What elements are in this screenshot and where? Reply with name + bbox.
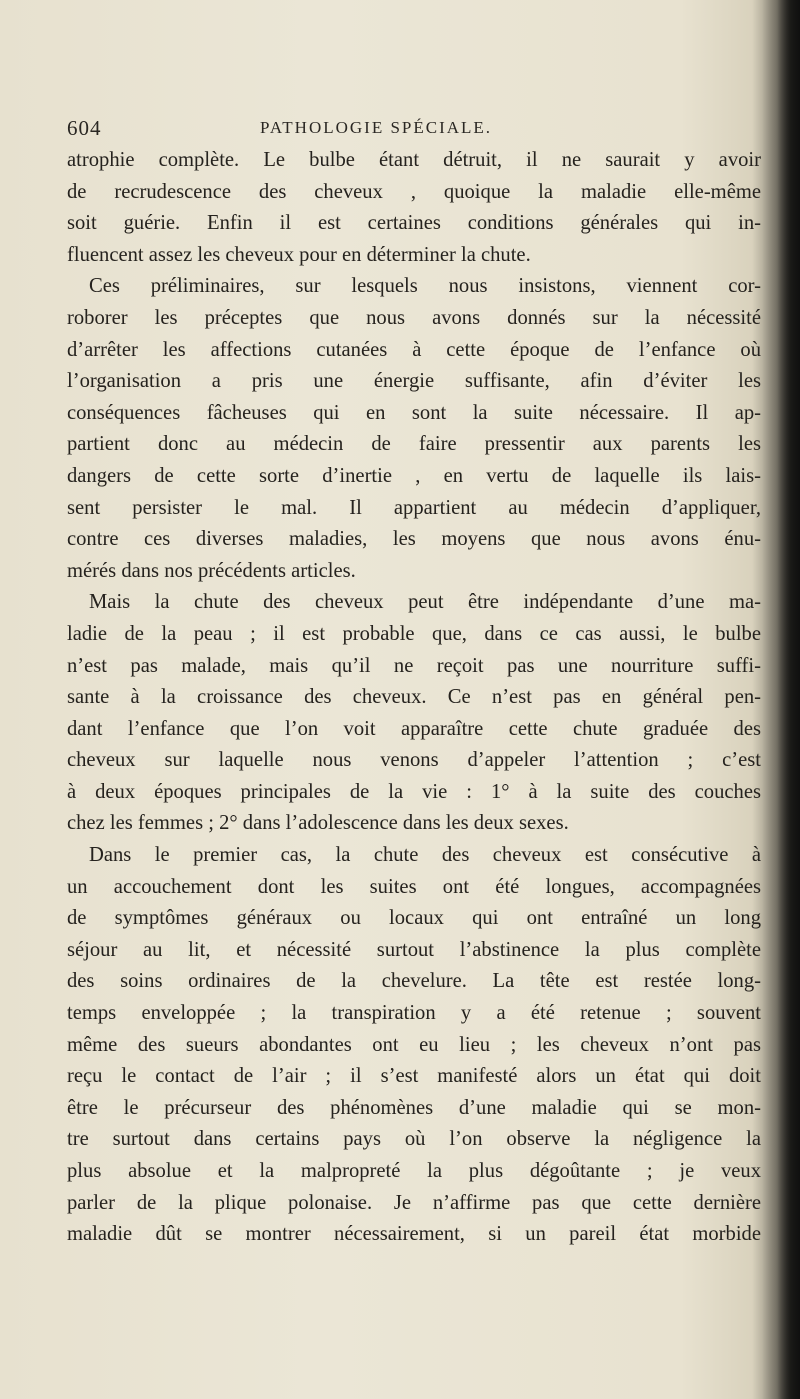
- text-line: maladie dût se montrer nécessairement, si un pareil état morbide: [67, 1223, 761, 1246]
- text-line: être le précurseur des phénomènes d’une maladie qui se mon-: [67, 1096, 761, 1119]
- text-line: ladie de la peau ; il est probable que, dans ce cas aussi, le bulbe: [67, 622, 761, 645]
- text-line: même des sueurs abondantes ont eu lieu ; les cheveux n’ont pas: [67, 1033, 761, 1056]
- text-line: soit guérie. Enfin il est certaines conditions générales qui in-: [67, 212, 761, 235]
- text-line: Mais la chute des cheveux peut être indépendante d’une ma-: [89, 591, 761, 614]
- text-line: Dans le premier cas, la chute des cheveux est consécutive à: [89, 844, 761, 867]
- text-line: conséquences fâcheuses qui en sont la suite nécessaire. Il ap-: [67, 401, 761, 424]
- text-line: contre ces diverses maladies, les moyens que nous avons énu-: [67, 528, 761, 551]
- text-line: parler de la plique polonaise. Je n’affirme pas que cette dernière: [67, 1191, 761, 1214]
- page-header: [67, 116, 767, 142]
- text-line: dangers de cette sorte d’inertie , en vertu de laquelle ils lais-: [67, 464, 761, 487]
- text-line: à deux époques principales de la vie : 1° à la suite des couches: [67, 780, 761, 803]
- text-line: l’organisation a pris une énergie suffisante, afin d’éviter les: [67, 370, 761, 393]
- text-line: n’est pas malade, mais qu’il ne reçoit pas une nourriture suffi-: [67, 654, 761, 677]
- text-line: roborer les préceptes que nous avons donnés sur la nécessité: [67, 306, 761, 329]
- text-line: temps enveloppée ; la transpiration y a été retenue ; souvent: [67, 1002, 761, 1025]
- text-line: fluencent assez les cheveux pour en déterminer la chute.: [67, 243, 531, 266]
- text-line: reçu le contact de l’air ; il s’est manifesté alors un état qui doit: [67, 1065, 761, 1088]
- text-line: des soins ordinaires de la chevelure. La tête est restée long-: [67, 970, 761, 993]
- text-line: de symptômes généraux ou locaux qui ont entraîné un long: [67, 907, 761, 930]
- body-text: [67, 145, 761, 1251]
- text-line: un accouchement dont les suites ont été longues, accompagnées: [67, 875, 761, 898]
- text-line: atrophie complète. Le bulbe étant détruit, il ne saurait y avoir: [67, 149, 761, 171]
- text-line: dant l’enfance que l’on voit apparaître cette chute graduée des: [67, 717, 761, 740]
- binding-shadow: [762, 0, 800, 1399]
- text-line: sante à la croissance des cheveux. Ce n’est pas en général pen-: [67, 686, 761, 709]
- running-head: PATHOLOGIE SPÉCIALE.: [260, 118, 493, 137]
- text-line: chez les femmes ; 2° dans l’adolescence dans les deux sexes.: [67, 812, 569, 835]
- text-line: de recrudescence des cheveux , quoique la maladie elle-même: [67, 180, 761, 203]
- text-line: Ces préliminaires, sur lesquels nous insistons, viennent cor-: [89, 275, 761, 298]
- text-line: d’arrêter les affections cutanées à cette époque de l’enfance où: [67, 338, 761, 361]
- text-line: séjour au lit, et nécessité surtout l’abstinence la plus complète: [67, 938, 761, 961]
- text-line: plus absolue et la malpropreté la plus dégoûtante ; je veux: [67, 1160, 761, 1182]
- text-line: sent persister le mal. Il appartient au médecin d’appliquer,: [67, 496, 761, 519]
- page-number: 604: [67, 116, 102, 140]
- text-line: tre surtout dans certains pays où l’on observe la négligence la: [67, 1128, 761, 1151]
- text-line: partient donc au médecin de faire pressentir aux parents les: [67, 433, 761, 456]
- text-line: mérés dans nos précédents articles.: [67, 559, 356, 582]
- text-line: cheveux sur laquelle nous venons d’appeler l’attention ; c’est: [67, 749, 761, 772]
